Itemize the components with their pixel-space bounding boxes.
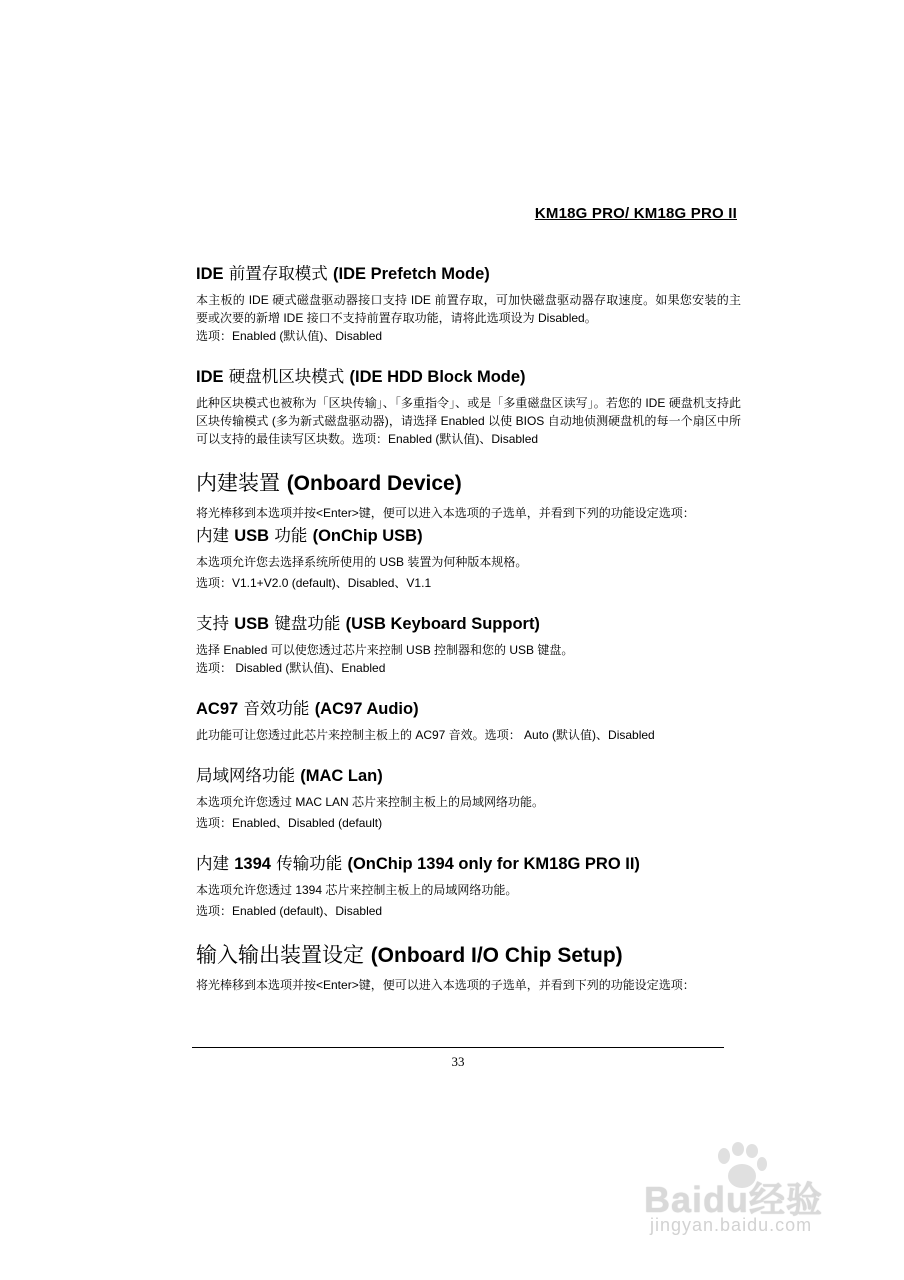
section-options: 选项：Enabled (default)、Disabled: [196, 904, 383, 918]
title-en: (IDE Prefetch Mode): [333, 265, 490, 283]
section-title: [196, 766, 741, 786]
page-number: 33: [451, 1054, 465, 1069]
title-zh2: 键盘功能: [269, 614, 346, 633]
document-header: KM18G PRO/ KM18G PRO II: [534, 205, 737, 222]
title-prefix: AC97: [196, 700, 239, 718]
section-usb-keyboard: [196, 614, 741, 677]
title-zh: 输入输出装置设定: [196, 943, 371, 967]
section-description: 将光棒移到本选项并按<Enter>键，便可以进入本选项的子选单，并看到下列的功能设定选项：: [196, 506, 695, 520]
watermark-url: jingyan.baidu.com: [650, 1215, 813, 1235]
title-en: (Onboard I/O Chip Setup): [370, 944, 623, 967]
section-options: 选项：Enabled (默认值)、Disabled: [196, 329, 383, 343]
title-en: (IDE HDD Block Mode): [349, 368, 526, 386]
section-title: [196, 699, 741, 719]
section-ide-prefetch: [196, 264, 741, 345]
section-description: 本主板的 IDE 硬式磁盘驱动器接口支持 IDE 前置存取，可加快磁盘驱动器存取速度。如果您安装的主要或次要的新增 IDE 接口不支持前置存取功能，请将此选项设为 Disabled。: [196, 293, 741, 325]
section-description: 本选项允许您去选择系统所使用的 USB 装置为何种版本规格。: [196, 555, 528, 569]
chapter-title: [196, 942, 741, 969]
title-mid: USB: [234, 527, 270, 545]
section-options: 选项：V1.1+V2.0 (default)、Disabled、V1.1: [196, 576, 432, 590]
title-zh: 硬盘机区块模式: [223, 367, 350, 386]
section-title: [196, 614, 741, 634]
section-title: [196, 854, 741, 874]
title-en: (Onboard Device): [286, 472, 462, 495]
title-mid: USB: [234, 615, 270, 633]
title-mid: 1394: [234, 855, 271, 873]
title-zh: 支持: [196, 614, 235, 633]
section-description: 此功能可让您透过此芯片来控制主板上的 AC97 音效。选项： Auto (默认值)、Disabled: [196, 728, 655, 742]
title-zh: 内建: [196, 854, 235, 873]
section-onboard-io: [196, 942, 741, 994]
chapter-title: [196, 470, 741, 497]
title-en: (MAC Lan): [300, 767, 383, 785]
title-en: (OnChip USB): [312, 527, 423, 545]
watermark-brand: Baidu经验: [644, 1179, 824, 1220]
section-description: 将光棒移到本选项并按<Enter>键，便可以进入本选项的子选单，并看到下列的功能设定选项：: [196, 978, 695, 992]
section-description: 本选项允许您透过 MAC LAN 芯片来控制主板上的局域网络功能。: [196, 795, 545, 809]
section-onboard-device: [196, 470, 741, 522]
title-zh: 音效功能: [238, 699, 315, 718]
section-title: [196, 264, 741, 284]
section-description: 本选项允许您透过 1394 芯片来控制主板上的局域网络功能。: [196, 883, 518, 897]
section-ide-hdd-block: [196, 367, 741, 448]
title-en: (USB Keyboard Support): [345, 615, 540, 633]
section-title: [196, 526, 741, 546]
section-onchip-1394: [196, 854, 741, 920]
title-zh: 局域网络功能: [196, 766, 301, 785]
section-options: 选项：Enabled、Disabled (default): [196, 816, 383, 830]
section-ac97: [196, 699, 741, 744]
title-en: (AC97 Audio): [314, 700, 419, 718]
section-options: 选项： Disabled (默认值)、Enabled: [196, 661, 386, 675]
section-mac-lan: [196, 766, 741, 832]
footer-divider: [192, 1047, 724, 1048]
title-zh2: 传输功能: [270, 854, 348, 873]
title-zh: 前置存取模式: [223, 264, 334, 283]
section-description: 选择 Enabled 可以使您透过芯片来控制 USB 控制器和您的 USB 键盘。: [196, 643, 574, 657]
title-zh2: 功能: [269, 526, 313, 545]
title-zh: 内建装置: [196, 471, 287, 495]
title-prefix: IDE: [196, 265, 224, 283]
section-title: [196, 367, 741, 387]
title-en: (OnChip 1394 only for KM18G PRO II): [347, 855, 640, 873]
section-onchip-usb: [196, 526, 741, 592]
title-prefix: IDE: [196, 368, 224, 386]
title-zh: 内建: [196, 526, 235, 545]
section-description: 此种区块模式也被称为「区块传输」、「多重指令」、或是「多重磁盘区读写」。若您的 IDE 硬盘机支持此区块传输模式 (多为新式磁盘驱动器)，请选择 Enabled 以使 BIOS 自动地侦测硬盘机的每一个扇区中所可以支持的最佳读写区块数。选项：Enabled (默认值)、Disabled: [196, 396, 741, 446]
page-content: [196, 264, 741, 994]
